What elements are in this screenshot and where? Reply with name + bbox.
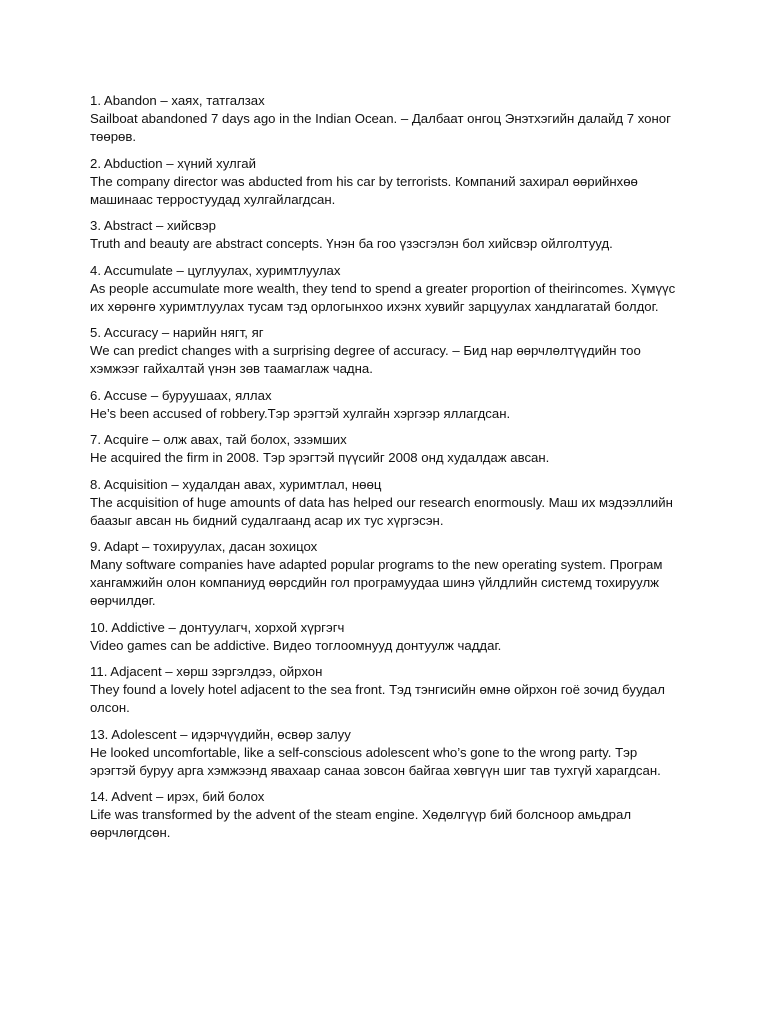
vocab-entry-abduction (90, 155, 690, 209)
entry-headword: 6. Accuse – буруушаах, яллах (90, 387, 272, 403)
entry-headword: 10. Addictive – донтуулагч, хорхой хүргэгч (90, 619, 345, 635)
vocab-entry-acquire (90, 431, 690, 467)
entry-headword: 4. Accumulate – цуглуулах, хуримтлуулах (90, 262, 341, 278)
entry-example: The company director was abducted from his car by terrorists. Компаний захирал өөрийнхөө машинаас терростуудад хулгайлагдсан. (90, 173, 638, 207)
vocab-entry-accuracy (90, 324, 690, 378)
entry-headword: 2. Abduction – хүний хулгай (90, 155, 256, 171)
vocab-entry-adapt (90, 538, 690, 610)
vocab-entry-accuse (90, 387, 690, 423)
entry-headword: 1. Abandon – хаях, татгалзах (90, 93, 265, 108)
entry-headword: 3. Abstract – хийсвэр (90, 218, 216, 233)
entry-example: He acquired the firm in 2008. Тэр эрэгтэй пүүсийг 2008 онд худалдаж авсан. (90, 450, 550, 465)
entry-headword: 13. Adolescent – идэрчүүдийн, өсвөр залуу (90, 726, 351, 742)
vocab-entry-adolescent (90, 726, 690, 780)
entry-example: He looked uncomfortable, like a self-conscious adolescent who’s gone to the wrong party. Тэр эрэгтэй буруу арга хэмжээнд явахаар санаа зовсон байгаа хөвгүүн шиг тав тухгүй харагдсан. (90, 744, 661, 778)
entry-example: They found a lovely hotel adjacent to the sea front. Тэд тэнгисийн өмнө ойрхон гоё зочид буудал олсон. (90, 682, 665, 715)
entry-example: The acquisition of huge amounts of data has helped our research enormously. Маш их мэдээллийн баазыг авсан нь бидний судалгаанд асар их тус хүргэсэн. (90, 494, 673, 528)
vocab-entry-addictive (90, 619, 690, 655)
entry-headword: 14. Advent – ирэх, бий болох (90, 789, 265, 804)
entry-example: Sailboat abandoned 7 days ago in the Indian Ocean. – Далбаат онгоц Энэтхэгийн далайд 7 хоног төөрөв. (90, 111, 671, 144)
vocab-entry-adjacent (90, 663, 690, 717)
vocab-entry-abstract (90, 217, 690, 253)
entry-example: Many software companies have adapted popular programs to the new operating system. Програм хангамжийн олон компаниуд өөрсдийн гол програмуудаа шинэ үйлдлийн системд тохируулж өөрчилдөг. (90, 557, 663, 608)
entry-headword: 7. Acquire – олж авах, тай болох, эзэмших (90, 432, 347, 447)
entry-example: We can predict changes with a surprising degree of accuracy. – Бид нар өөрчлөлтүүдийн тоо хэмжээг гайхалтай үнэн зөв таамаглаж чадна. (90, 343, 641, 376)
vocabulary-document (90, 92, 690, 851)
vocab-entry-advent (90, 788, 690, 842)
entry-headword: 5. Accuracy – нарийн нягт, яг (90, 325, 264, 340)
entry-example: As people accumulate more wealth, they tend to spend a greater proportion of theirincomes. Хүмүүс их хөрөнгө хуримтлуулах тусам тэд орлогынхоо ихэнх хувийг зарцуулах хандлагатай болдог. (90, 280, 676, 314)
entry-headword: 8. Acquisition – худалдан авах, хуримтлал, нөөц (90, 476, 382, 492)
entry-example: Video games can be addictive. Видео тоглоомнууд донтуулж чаддаг. (90, 637, 502, 653)
entry-example: He’s been accused of robbery.Тэр эрэгтэй хулгайн хэргээр яллагдсан. (90, 405, 511, 421)
vocab-entry-acquisition (90, 476, 690, 530)
entry-example: Life was transformed by the advent of the steam engine. Хөдөлгүүр бий болсноор амьдрал өөрчлөгдсөн. (90, 807, 632, 840)
vocab-entry-abandon (90, 92, 690, 146)
entry-headword: 11. Adjacent – хөрш зэргэлдээ, ойрхон (90, 664, 323, 679)
entry-example: Truth and beauty are abstract concepts. Үнэн ба гоо үзэсгэлэн бол хийсвэр ойлголтууд. (90, 236, 613, 251)
entry-headword: 9. Adapt – тохируулах, дасан зохицох (90, 539, 318, 554)
vocab-entry-accumulate (90, 262, 690, 316)
